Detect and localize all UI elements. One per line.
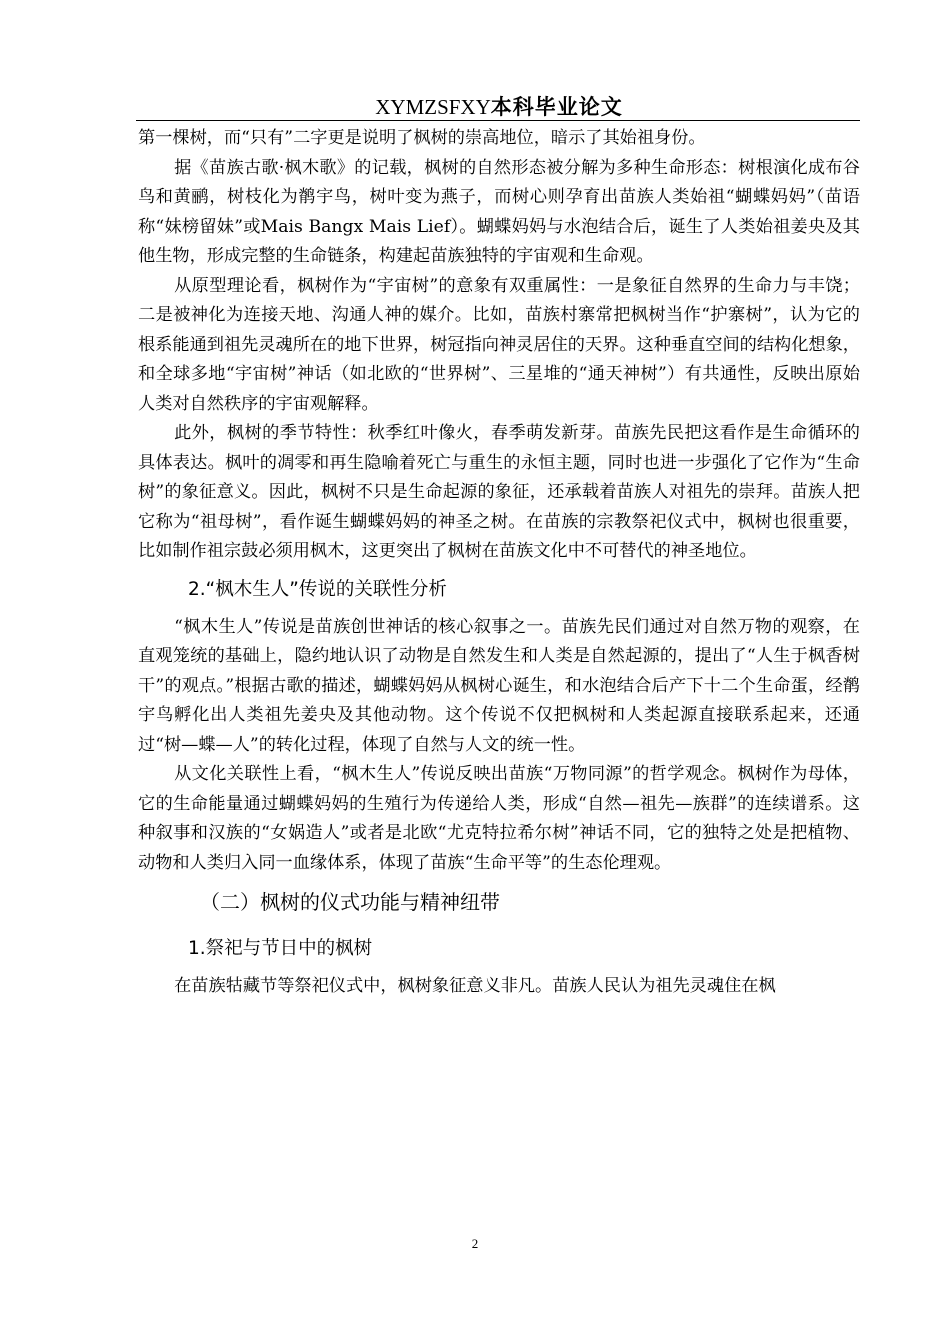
heading-section-ritual-function: （二）枫树的仪式功能与精神纽带 [200,890,500,914]
paragraph-cultural-relation: 从文化关联性上看，“枫木生人”传说反映出苗族“万物同源”的哲学观念。枫树作为母体，它的生命能量通过蝴蝶妈妈的生殖行为传递给人类，形成“自然—祖先—族群”的连续谱系。这种叙事和汉族的“女娲造人”或者是北欧“尤克特拉希尔树”神话不同，它的独特之处是把植物、动物和人类归入同一血缘体系，体现了苗族“生命平等”的生态伦理观。 [138,764,860,873]
paragraph-maple-song: 据《苗族古歌·枫木歌》的记载，枫树的自然形态被分解为多种生命形态：树根演化成布谷鸟和黄鹂，树枝化为鹡宇鸟，树叶变为燕子，而树心则孕育出苗族人类始祖“蝴蝶妈妈”（苗语称“妹榜留妹”或Mais Bangx Mais Lief）。蝴蝶妈妈与水泡结合后，诞生了人类始祖姜央及其他生物，形成完整的生命链条，构建起苗族独特的宇宙观和生命观。 [138,157,860,266]
paragraph-ritual: 在苗族牯藏节等祭祀仪式中，枫树象征意义非凡。苗族人民认为祖先灵魂住在枫 [174,976,776,996]
paragraph-continued: 第一棵树，而“只有”二字更是说明了枫树的崇高地位，暗示了其始祖身份。 [138,128,706,148]
paragraph-seasons: 此外，枫树的季节特性：秋季红叶像火，春季萌发新芽。苗族先民把这看作是生命循环的具体表达。枫叶的凋零和再生隐喻着死亡与重生的永恒主题，同时也进一步强化了它作为“生命树”的象征意义。因此，枫树不只是生命起源的象征，还承载着苗族人对祖先的崇拜。苗族人把它称为“祖母树”，看作诞生蝴蝶妈妈的神圣之树。在苗族的宗教祭祀仪式中，枫树也很重要，比如制作祖宗鼓必须用枫木，这更突出了枫树在苗族文化中不可替代的神圣地位。 [138,423,860,561]
body-text [138,124,860,1002]
page-header [140,94,858,120]
header-title: 本科毕业论文 [490,95,623,119]
header-code: XYMZSFXY [375,95,491,119]
heading-legend-analysis: 2.“枫木生人”传说的关联性分析 [188,578,447,600]
paragraph-legend-core: “枫木生人”传说是苗族创世神话的核心叙事之一。苗族先民们通过对自然万物的观察，在直观笼统的基础上，隐约地认识了动物是自然发生和人类是自然起源的，提出了“人生于枫香树干”的观点。”根据古歌的描述，蝴蝶妈妈从枫树心诞生，和水泡结合后产下十二个生命蛋，经鹡宇鸟孵化出人类祖先姜央及其他动物。这个传说不仅把枫树和人类起源直接联系起来，还通过“树—蝶—人”的转化过程，体现了自然与人文的统一性。 [138,616,860,755]
paragraph-archetype: 从原型理论看，枫树作为“宇宙树”的意象有双重属性：一是象征自然界的生命力与丰饶；二是被神化为连接天地、沟通人神的媒介。比如，苗族村寨常把枫树当作“护寨树”，认为它的根系能通到祖先灵魂所在的地下世界，树冠指向神灵居住的天界。这种垂直空间的结构化想象，和全球多地“宇宙树”神话（如北欧的“世界树”、三星堆的“通天神树”）有共通性，反映出原始人类对自然秩序的宇宙观解释。 [138,275,860,414]
heading-sacrifice-festival: 1.祭祀与节日中的枫树 [188,938,373,959]
header-divider [136,120,860,121]
page-number: 2 [471,1236,479,1251]
